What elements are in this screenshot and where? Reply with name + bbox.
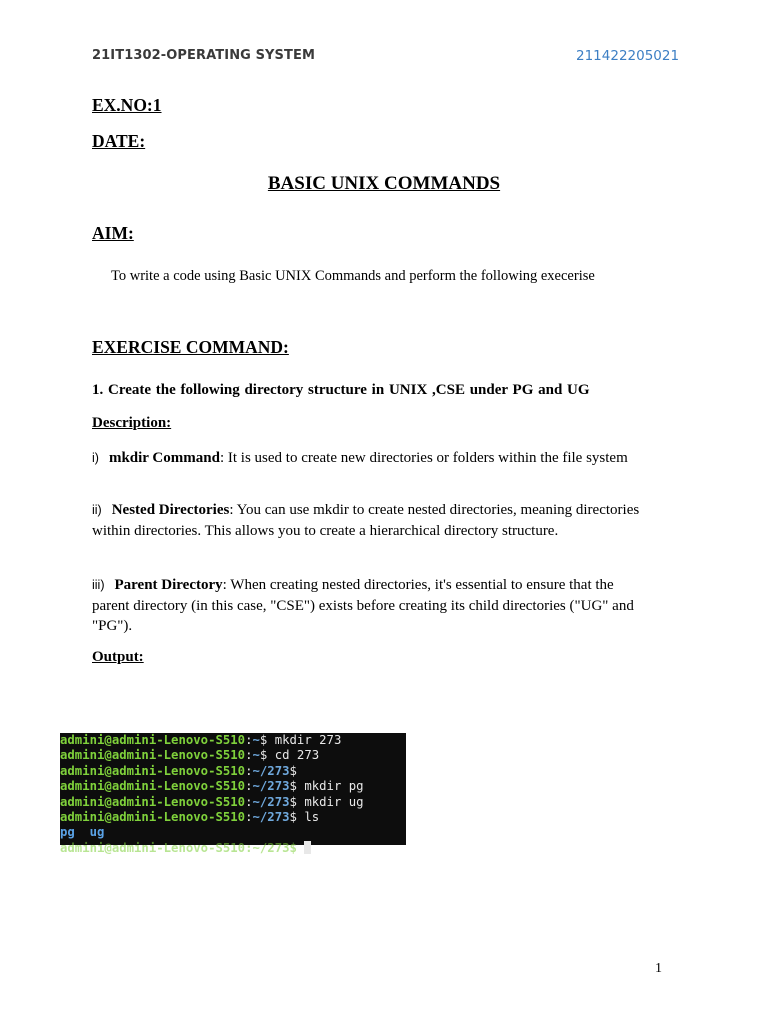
terminal-line: admini@admini-Lenovo-S510:~/273$ [60,763,297,778]
output-heading: Output: [92,649,144,665]
terminal-screenshot [60,733,406,855]
terminal-line-partial: admini@admini-Lenovo-S510:~/273$ [60,841,406,856]
item-number: iii) [92,578,105,592]
aim-heading: AIM: [92,223,134,243]
header-course: 21IT1302-OPERATING SYSTEM [92,48,315,63]
item-number: ii) [92,503,102,517]
terminal-line: admini@admini-Lenovo-S510:~/273$ mkdir ug [60,794,364,809]
exercise-heading: EXERCISE COMMAND: [92,337,289,357]
exercise-number: EX.NO:1 [92,95,162,115]
item-term: Nested Directories [111,502,230,518]
description-item-1 [92,448,652,469]
page-title: BASIC UNIX COMMANDS [267,173,501,194]
date-label: DATE: [92,131,146,151]
item-term: Parent Directory [114,577,223,593]
item-text: : When creating nested directories, it's essential to ensure that the parent directory (in this case, "CSE") exists before creating its child directories ("UG" and "PG"). [92,577,634,634]
ls-output: pg ug [60,825,105,840]
aim-text: To write a code using Basic UNIX Commands and perform the following execerise [111,268,595,284]
header-roll-number: 211422205021 [576,48,680,64]
description-heading: Description: [92,415,172,431]
cursor-icon [304,841,311,854]
page-number: 1 [655,961,662,976]
terminal-line: admini@admini-Lenovo-S510:~/273$ ls [60,810,320,825]
item-number: i) [92,451,99,465]
terminal-line: admini@admini-Lenovo-S510:~/273$ mkdir pg [60,779,364,794]
item-text: : It is used to create new directories or folders within the file system [219,450,628,466]
item-term: mkdir Command [108,450,220,466]
description-item-3 [92,575,652,637]
item-text: : You can use mkdir to create nested directories, meaning directories within directories. This allows you to create a hierarchical directory structure. [92,502,640,539]
description-item-2 [92,500,652,541]
terminal-line: admini@admini-Lenovo-S510:~$ mkdir 273 [60,733,342,747]
terminal-line: admini@admini-Lenovo-S510:~$ cd 273 [60,748,320,763]
question-1: 1. Create the following directory structure in UNIX ,CSE under PG and UG [92,382,590,398]
